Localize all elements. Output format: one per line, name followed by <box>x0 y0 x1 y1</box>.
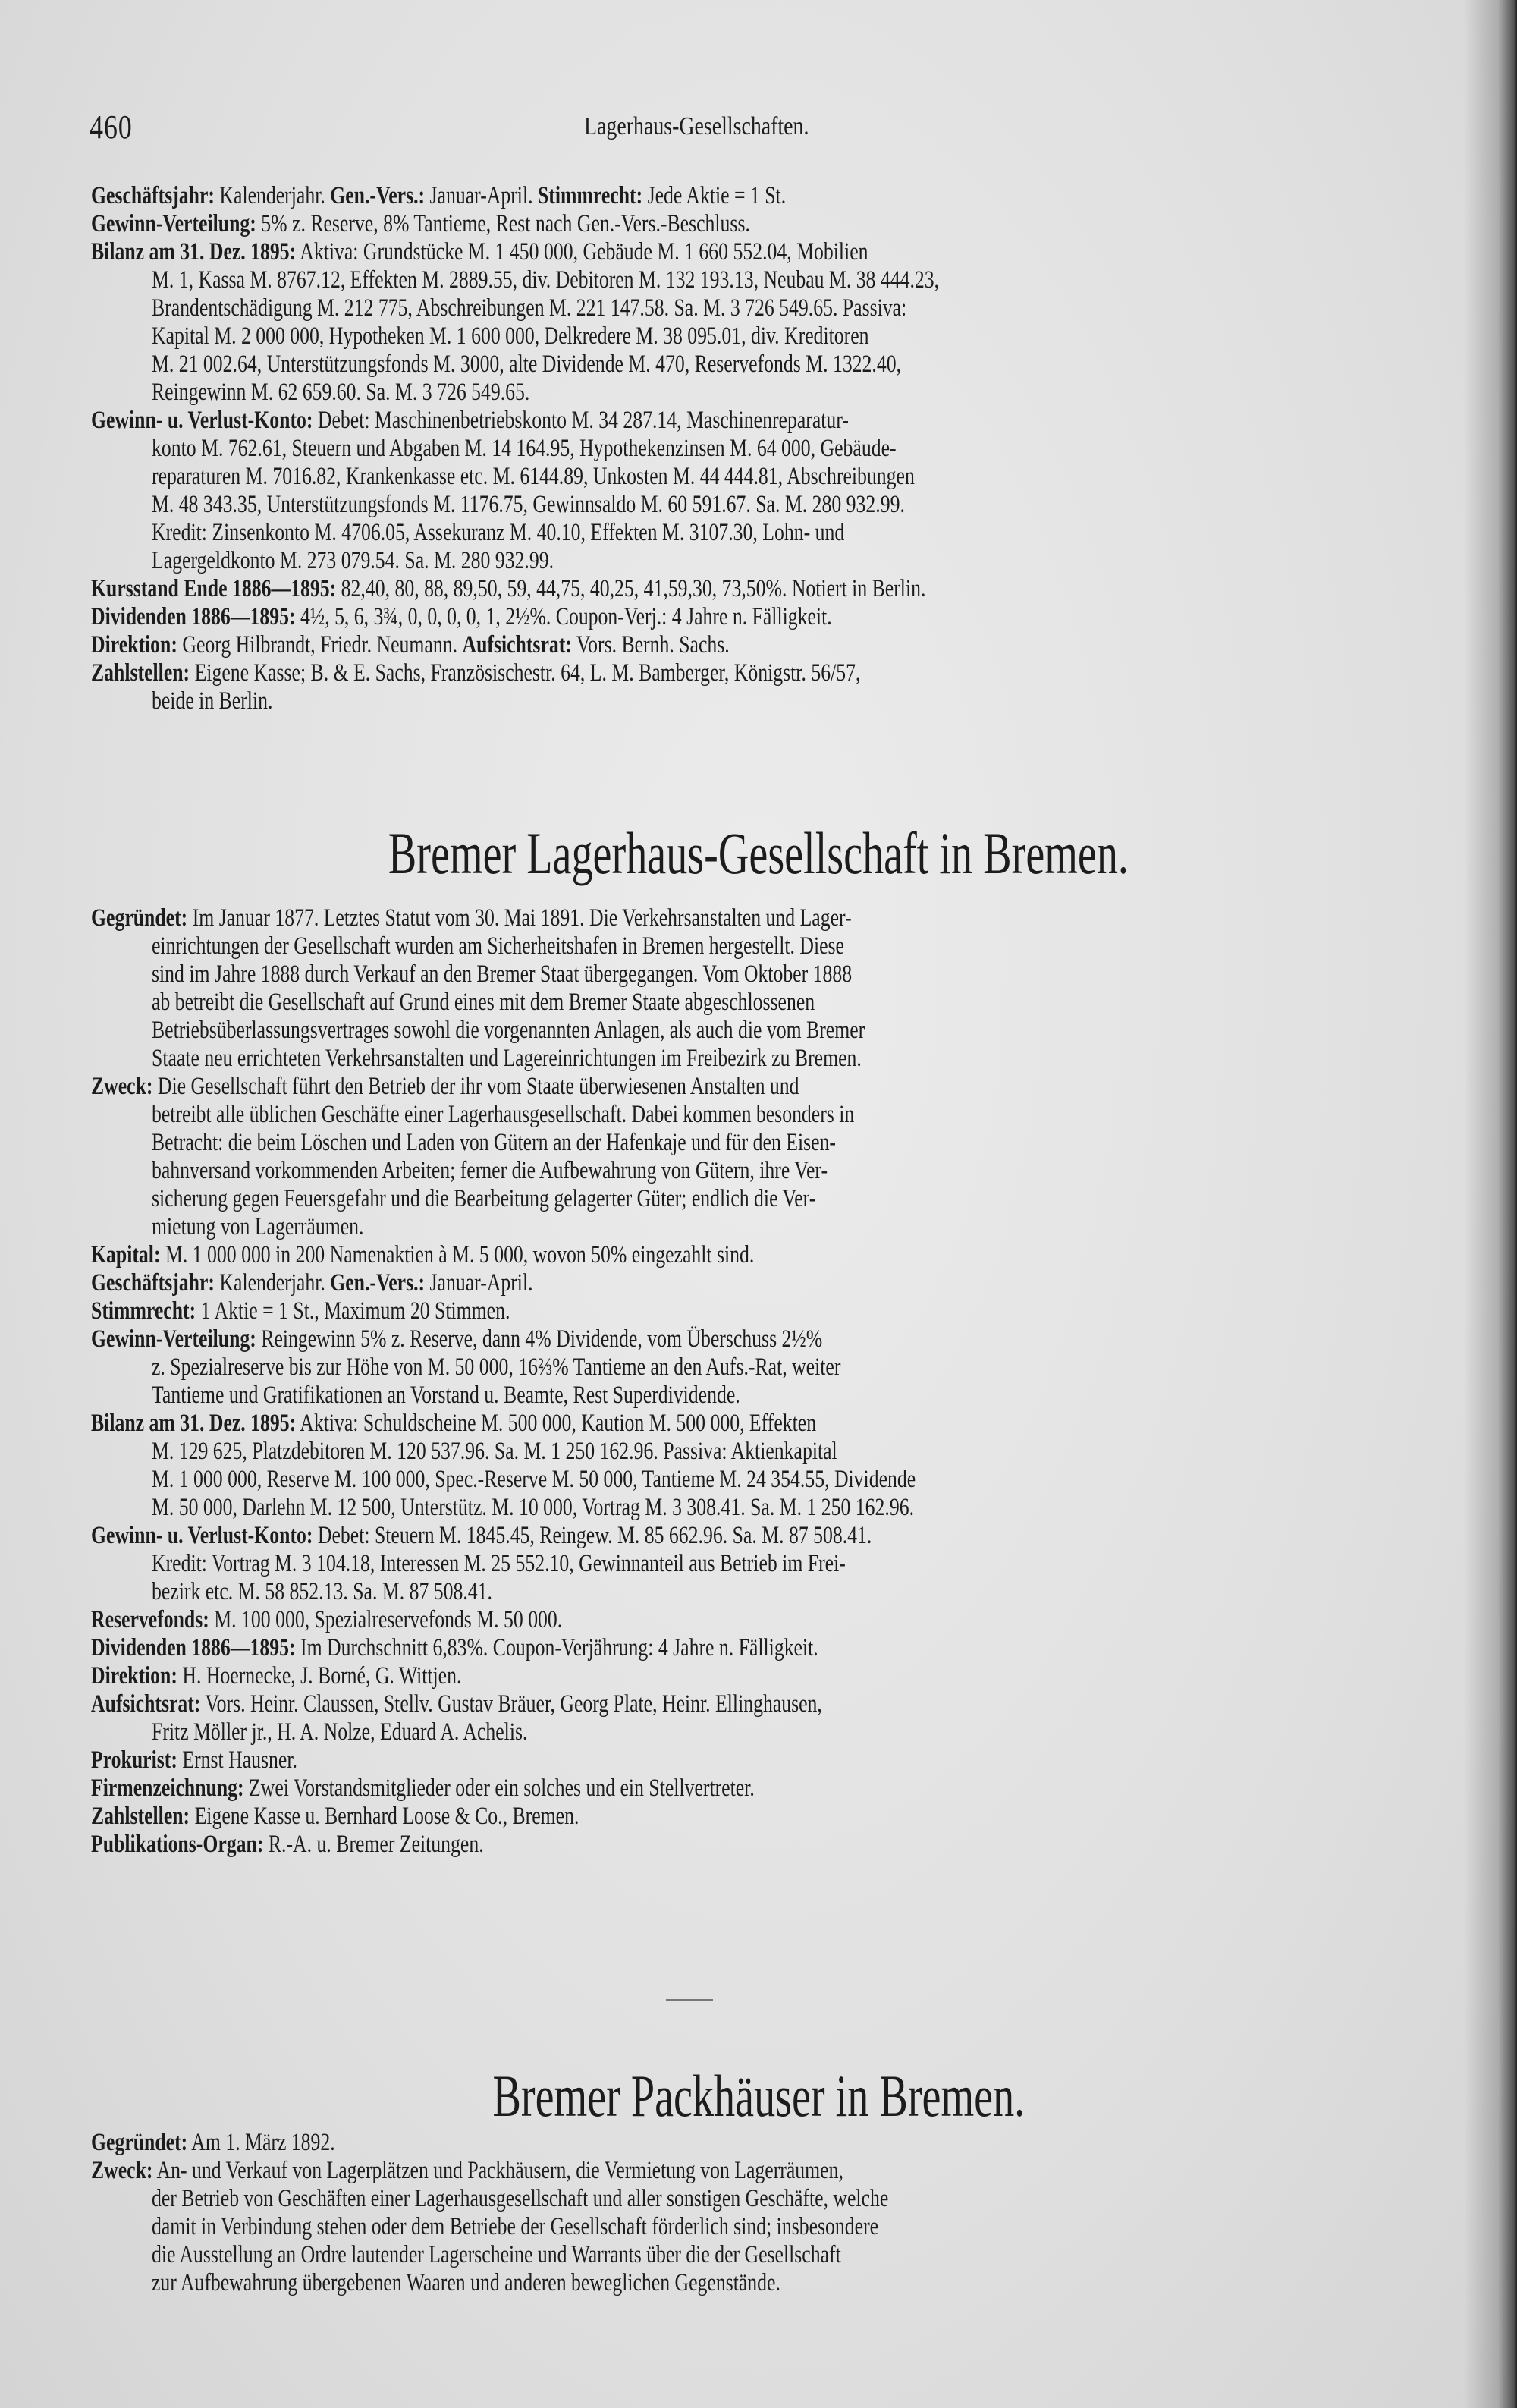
line-content <box>152 2241 841 2269</box>
field-value: H. Hoernecke, J. Borné, G. Wittjen. <box>177 1662 462 1690</box>
field-label: Gegründet: <box>91 2129 188 2156</box>
field-value: Betriebsüberlassungsvertrages sowohl die vorgenannten Anlagen, als auch die vom Bremer <box>152 1017 865 1044</box>
section-title-bremer-lagerhaus <box>0 819 1517 888</box>
line-content <box>152 1438 837 1466</box>
field-value: 1 Aktie = 1 St., Maximum 20 Stimmen. <box>196 1297 510 1325</box>
field-value: Kredit: Vortrag M. 3 104.18, Interessen M. 25 552.10, Gewinnanteil aus Betrieb im Frei- <box>152 1550 846 1577</box>
continuation-line <box>91 1213 1479 1241</box>
field-line <box>91 210 1479 238</box>
field-label: Bilanz am 31. Dez. 1895: <box>91 238 297 266</box>
field-value: konto M. 762.61, Steuern und Abgaben M. 14 164.95, Hypothekenzinsen M. 64 000, Gebäude- <box>152 435 897 462</box>
line-content <box>152 1382 740 1410</box>
field-line <box>91 1775 1479 1803</box>
line-content <box>152 1129 836 1157</box>
field-label: Stimmrecht: <box>537 182 643 209</box>
field-value: Januar-April. <box>425 1269 533 1297</box>
field-value: Reingewinn 5% z. Reserve, dann 4% Dividende, vom Überschuss 2½% <box>256 1325 823 1353</box>
line-content <box>152 519 844 547</box>
continuation-line <box>91 1353 1479 1382</box>
line-content <box>152 2269 780 2297</box>
line-content <box>91 182 786 210</box>
field-value: Reingewinn M. 62 659.60. Sa. M. 3 726 549.65. <box>152 379 530 406</box>
field-value: Zwei Vorstandsmitglieder oder ein solches und ein Stellvertreter. <box>243 1775 755 1802</box>
continuation-line <box>91 351 1479 379</box>
field-value: Kalenderjahr. <box>214 1269 331 1297</box>
continuation-line <box>91 1466 1479 1494</box>
line-content <box>152 2185 888 2213</box>
field-value: Die Gesellschaft führt den Betrieb der ihr vom Staate überwiesenen Anstalten und <box>152 1073 799 1100</box>
field-label: Direktion: <box>91 631 177 659</box>
field-line <box>91 1297 1479 1325</box>
line-content <box>91 631 730 659</box>
field-value: Aktiva: Schuldscheine M. 500 000, Kaution M. 500 000, Effekten <box>296 1410 817 1437</box>
field-value: zur Aufbewahrung übergebenen Waaren und anderen beweglichen Gegenstände. <box>152 2269 780 2296</box>
field-value: M. 1 000 000 in 200 Namenaktien à M. 5 000, wovon 50% eingezahlt sind. <box>160 1241 755 1268</box>
field-value: Fritz Möller jr., H. A. Nolze, Eduard A. Achelis. <box>152 1718 528 1746</box>
field-label: Gen.-Vers.: <box>330 1269 426 1297</box>
continuation-line <box>91 1494 1479 1522</box>
field-value: die Ausstellung an Ordre lautender Lagerscheine und Warrants über die der Gesellschaft <box>152 2241 841 2268</box>
line-content <box>91 407 849 435</box>
field-value: einrichtungen der Gesellschaft wurden am Sicherheitshafen in Bremen hergestellt. Diese <box>152 932 844 960</box>
field-line <box>91 2157 1479 2185</box>
page-number: 460 <box>90 108 133 146</box>
field-label: Direktion: <box>91 1662 177 1690</box>
field-line <box>91 1606 1479 1634</box>
field-label: Gewinn- u. Verlust-Konto: <box>91 1522 313 1549</box>
line-content <box>152 351 901 379</box>
field-label: Prokurist: <box>91 1746 177 1774</box>
field-value: Betracht: die beim Löschen und Laden von Gütern an der Hafenkaje und für den Eisen- <box>152 1129 837 1156</box>
continuation-line <box>91 2269 1479 2297</box>
continuation-line <box>91 960 1479 989</box>
field-line <box>91 1269 1479 1297</box>
continuation-line <box>91 989 1479 1017</box>
running-title: Lagerhaus-Gesellschaften. <box>584 112 809 140</box>
field-value: bezirk etc. M. 58 852.13. Sa. M. 87 508.41. <box>152 1578 492 1605</box>
field-value: Debet: Maschinenbetriebskonto M. 34 287.14, Maschinenreparatur- <box>313 407 849 434</box>
field-value: Am 1. März 1892. <box>187 2129 335 2156</box>
field-value: Eigene Kasse u. Bernhard Loose & Co., Bremen. <box>190 1803 579 1830</box>
line-content <box>91 1269 533 1297</box>
field-label: Publikations-Organ: <box>91 1831 264 1858</box>
line-content <box>91 2129 335 2157</box>
field-value: Georg Hilbrandt, Friedr. Neumann. <box>177 631 463 659</box>
line-content <box>152 2213 878 2241</box>
continuation-line <box>91 266 1479 294</box>
field-line <box>91 182 1479 210</box>
field-label: Aufsichtsrat: <box>91 1690 201 1718</box>
field-line <box>91 238 1479 266</box>
continuation-line <box>91 1129 1479 1157</box>
line-content <box>91 1831 484 1859</box>
entry-bremer-lagerhaus-gesellschaft <box>91 904 1479 1859</box>
line-content <box>91 1325 822 1353</box>
field-value: Brandentschädigung M. 212 775, Abschreibungen M. 221 147.58. Sa. M. 3 726 549.65. Passiva: <box>152 294 907 322</box>
field-value: M. 1 000 000, Reserve M. 100 000, Spec.-Reserve M. 50 000, Tantieme M. 24 354.55, Dividende <box>152 1466 916 1493</box>
field-line <box>91 1746 1479 1775</box>
line-content <box>91 1634 818 1662</box>
line-content <box>91 1662 461 1690</box>
field-value: Ernst Hausner. <box>177 1746 297 1774</box>
line-content <box>91 1410 816 1438</box>
field-line <box>91 1241 1479 1269</box>
field-label: Gegründet: <box>91 904 188 932</box>
field-label: Gen.-Vers.: <box>330 182 426 209</box>
continuation-line <box>91 491 1479 519</box>
field-line <box>91 603 1479 631</box>
field-line <box>91 1662 1479 1690</box>
line-content <box>91 1297 510 1325</box>
line-content <box>152 1353 840 1382</box>
line-content <box>152 1101 854 1129</box>
field-value: Lagergeldkonto M. 273 079.54. Sa. M. 280 932.99. <box>152 547 554 574</box>
continuation-line <box>91 463 1479 491</box>
field-label: Zahlstellen: <box>91 659 190 687</box>
field-value: ab betreibt die Gesellschaft auf Grund eines mit dem Bremer Staate abgeschlossenen <box>152 989 815 1016</box>
line-content <box>152 266 939 294</box>
line-content <box>152 932 844 960</box>
continuation-line <box>91 1101 1479 1129</box>
field-value: z. Spezialreserve bis zur Höhe von M. 50 000, 16⅔% Tantieme an den Aufs.-Rat, weiter <box>152 1353 841 1381</box>
line-content <box>152 294 906 322</box>
field-label: Gewinn-Verteilung: <box>91 1325 256 1353</box>
field-value: der Betrieb von Geschäften einer Lagerhausgesellschaft und aller sonstigen Geschäfte, welche <box>152 2185 889 2212</box>
line-content <box>91 210 750 238</box>
line-content <box>91 659 860 687</box>
line-content <box>152 322 869 351</box>
continuation-line <box>91 2185 1479 2213</box>
line-content <box>152 960 852 989</box>
line-content <box>152 1578 492 1606</box>
field-label: Zweck: <box>91 2157 153 2184</box>
continuation-line <box>91 1017 1479 1045</box>
field-value: Vors. Heinr. Claussen, Stellv. Gustav Bräuer, Georg Plate, Heinr. Ellinghausen, <box>200 1690 822 1718</box>
line-content <box>152 1718 527 1746</box>
line-content <box>152 1213 363 1241</box>
line-content <box>152 435 897 463</box>
field-value: M. 50 000, Darlehn M. 12 500, Unterstütz. M. 10 000, Vortrag M. 3 308.41. Sa. M. 1 250 162.96. <box>152 1494 915 1521</box>
field-line <box>91 1073 1479 1101</box>
continuation-line <box>91 1718 1479 1746</box>
field-line <box>91 407 1479 435</box>
field-value: betreibt alle üblichen Geschäfte einer Lagerhausgesellschaft. Dabei kommen besonders in <box>152 1101 855 1128</box>
field-value: Vors. Bernh. Sachs. <box>571 631 730 659</box>
line-content <box>91 575 925 603</box>
field-value: M. 129 625, Platzdebitoren M. 120 537.96. Sa. M. 1 250 162.96. Passiva: Aktienkapital <box>152 1438 837 1465</box>
field-line <box>91 1410 1479 1438</box>
field-value: Eigene Kasse; B. & E. Sachs, Französischestr. 64, L. M. Bamberger, Königstr. 56/57, <box>190 659 861 687</box>
continuation-line <box>91 1185 1479 1213</box>
field-line <box>91 1325 1479 1353</box>
line-content <box>91 1746 297 1775</box>
continuation-line <box>91 932 1479 960</box>
field-line <box>91 1522 1479 1550</box>
line-content <box>152 1550 846 1578</box>
field-value: bahnversand vorkommenden Arbeiten; ferner die Aufbewahrung von Gütern, ihre Ver- <box>152 1157 828 1184</box>
entry-bremer-packhaeuser <box>91 2129 1479 2297</box>
field-value: sind im Jahre 1888 durch Verkauf an den Bremer Staat übergegangen. Vom Oktober 1888 <box>152 960 853 988</box>
field-label: Geschäftsjahr: <box>91 182 215 209</box>
field-value: Debet: Steuern M. 1845.45, Reingew. M. 85 662.96. Sa. M. 87 508.41. <box>313 1522 872 1549</box>
field-value: Im Januar 1877. Letztes Statut vom 30. Mai 1891. Die Verkehrsanstalten und Lager- <box>187 904 852 932</box>
continuation-line <box>91 2213 1479 2241</box>
line-content <box>91 1775 755 1803</box>
field-value: damit in Verbindung stehen oder dem Betriebe der Gesellschaft förderlich sind; insbesondere <box>152 2213 879 2240</box>
line-content <box>91 238 868 266</box>
line-content <box>91 1522 872 1550</box>
field-line <box>91 1831 1479 1859</box>
continuation-line <box>91 435 1479 463</box>
section-title-bremer-packhaeuser <box>0 2062 1517 2130</box>
field-value: R.-A. u. Bremer Zeitungen. <box>263 1831 484 1858</box>
field-line <box>91 631 1479 659</box>
line-content <box>152 463 915 491</box>
field-value: 5% z. Reserve, 8% Tantieme, Rest nach Gen.-Vers.-Beschluss. <box>256 210 750 237</box>
line-content <box>91 1803 579 1831</box>
field-line <box>91 659 1479 687</box>
line-content <box>91 1073 799 1101</box>
line-content <box>152 379 529 407</box>
field-value: Januar-April. <box>425 182 538 209</box>
continuation-line <box>91 322 1479 351</box>
line-content <box>91 1606 562 1634</box>
line-content <box>91 603 832 631</box>
field-label: Zahlstellen: <box>91 1803 190 1830</box>
field-value: An- und Verkauf von Lagerplätzen und Packhäusern, die Vermietung von Lagerräumen, <box>152 2157 843 2184</box>
field-label: Gewinn-Verteilung: <box>91 210 256 237</box>
field-value: 82,40, 80, 88, 89,50, 59, 44,75, 40,25, 41,59,30, 73,50%. Notiert in Berlin. <box>336 575 926 602</box>
field-label: Firmenzeichnung: <box>91 1775 244 1802</box>
field-line <box>91 575 1479 603</box>
field-label: Geschäftsjahr: <box>91 1269 215 1297</box>
continuation-line <box>91 1438 1479 1466</box>
line-content <box>152 1494 914 1522</box>
field-value: Staate neu errichteten Verkehrsanstalten und Lagereinrichtungen im Freibezirk zu Bremen. <box>152 1045 862 1072</box>
field-label: Kapital: <box>91 1241 161 1268</box>
field-value: sicherung gegen Feuersgefahr und die Bearbeitung gelagerter Güter; endlich die Ver- <box>152 1185 816 1212</box>
field-label: Stimmrecht: <box>91 1297 196 1325</box>
section-title-text: Bremer Lagerhaus-Gesellschaft in Bremen. <box>388 820 1129 886</box>
field-line <box>91 2129 1479 2157</box>
continuation-line <box>91 294 1479 322</box>
line-content <box>91 1690 822 1718</box>
line-content <box>152 1185 815 1213</box>
field-value: beide in Berlin. <box>152 687 273 715</box>
field-line <box>91 1803 1479 1831</box>
field-value: Im Durchschnitt 6,83%. Coupon-Verjährung: 4 Jahre n. Fälligkeit. <box>295 1634 818 1661</box>
field-value: M. 1, Kassa M. 8767.12, Effekten M. 2889.55, div. Debitoren M. 132 193.13, Neubau M. 38 444.23, <box>152 266 940 294</box>
line-content <box>152 1157 828 1185</box>
continuation-line <box>91 2241 1479 2269</box>
field-value: 4½, 5, 6, 3¾, 0, 0, 0, 0, 1, 2½%. Coupon-Verj.: 4 Jahre n. Fälligkeit. <box>295 603 832 630</box>
field-value: Kapital M. 2 000 000, Hypotheken M. 1 600 000, Delkredere M. 38 095.01, div. Kreditoren <box>152 322 869 350</box>
field-value: Tantieme und Gratifikationen an Vorstand u. Beamte, Rest Superdividende. <box>152 1382 740 1409</box>
field-label: Kursstand Ende 1886—1895: <box>91 575 337 602</box>
field-label: Aufsichtsrat: <box>462 631 572 659</box>
field-value: mietung von Lagerräumen. <box>152 1213 364 1240</box>
field-label: Gewinn- u. Verlust-Konto: <box>91 407 313 434</box>
field-label: Zweck: <box>91 1073 153 1100</box>
line-content <box>152 1017 865 1045</box>
section-divider <box>666 1999 713 2001</box>
line-content <box>91 1241 754 1269</box>
line-content <box>152 547 554 575</box>
field-line <box>91 1634 1479 1662</box>
continuation-line <box>91 1045 1479 1073</box>
field-value: Aktiva: Grundstücke M. 1 450 000, Gebäude M. 1 660 552.04, Mobilien <box>296 238 868 266</box>
field-line <box>91 904 1479 932</box>
field-label: Bilanz am 31. Dez. 1895: <box>91 1410 297 1437</box>
line-content <box>91 2157 843 2185</box>
field-value: Kalenderjahr. <box>214 182 331 209</box>
line-content <box>152 1045 862 1073</box>
line-content <box>152 491 905 519</box>
continuation-line <box>91 1550 1479 1578</box>
field-value: reparaturen M. 7016.82, Krankenkasse etc. M. 6144.89, Unkosten M. 44 444.81, Abschreibungen <box>152 463 915 490</box>
continuation-line <box>91 379 1479 407</box>
line-content <box>152 687 272 715</box>
field-value: M. 100 000, Spezialreservefonds M. 50 000. <box>209 1606 563 1633</box>
field-line <box>91 1690 1479 1718</box>
line-content <box>152 989 815 1017</box>
line-content <box>91 904 852 932</box>
line-content <box>152 1466 916 1494</box>
continuation-line <box>91 1382 1479 1410</box>
continuation-line <box>91 1157 1479 1185</box>
section-title-text: Bremer Packhäuser in Bremen. <box>492 2063 1025 2129</box>
field-value: M. 21 002.64, Unterstützungsfonds M. 3000, alte Dividende M. 470, Reservefonds M. 1322.40, <box>152 351 902 378</box>
field-value: Kredit: Zinsenkonto M. 4706.05, Assekuranz M. 40.10, Effekten M. 3107.30, Lohn- und <box>152 519 845 546</box>
continuation-line <box>91 547 1479 575</box>
entry-previous-company <box>91 182 1479 715</box>
continuation-line <box>91 519 1479 547</box>
field-label: Dividenden 1886—1895: <box>91 603 296 630</box>
field-label: Reservefonds: <box>91 1606 209 1633</box>
field-value: M. 48 343.35, Unterstützungsfonds M. 1176.75, Gewinnsaldo M. 60 591.67. Sa. M. 280 932.99. <box>152 491 905 518</box>
field-value: Jede Aktie = 1 St. <box>642 182 787 209</box>
continuation-line <box>91 687 1479 715</box>
continuation-line <box>91 1578 1479 1606</box>
field-label: Dividenden 1886—1895: <box>91 1634 296 1661</box>
